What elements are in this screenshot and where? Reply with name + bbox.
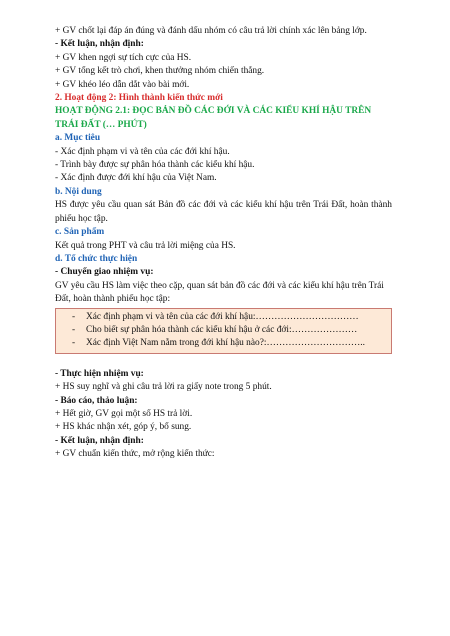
text-line: + HS khác nhận xét, góp ý, bổ sung.	[55, 422, 192, 433]
text-line: + Hết giờ, GV gọi một số HS trả lời.	[55, 408, 193, 419]
worksheet-item	[56, 337, 391, 350]
worksheet-box	[55, 308, 392, 354]
bullet-dash: -	[72, 324, 76, 335]
section-heading: - Kết luận, nhận định:	[55, 435, 144, 446]
to-chuc-heading: d. Tổ chức thực hiện	[55, 253, 138, 264]
text-line: Kết quả trong PHT và câu trả lời miệng của HS.	[55, 240, 236, 251]
activity-title: 2. Hoạt động 2: Hình thành kiến thức mới	[55, 93, 223, 104]
section-heading: - Thực hiện nhiệm vụ:	[55, 368, 144, 379]
text-line: + HS suy nghĩ và ghi câu trả lời ra giấy note trong 5 phút.	[55, 382, 272, 393]
worksheet-item-text: Xác định phạm vi và tên của các đới khí hậu:……………………………	[86, 311, 359, 322]
text-line: + GV khen ngợi sự tích cực của HS.	[55, 52, 192, 63]
text-line: - Trình bày được sự phân hóa thành các kiểu khí hậu.	[55, 160, 255, 171]
bullet-dash: -	[72, 311, 76, 322]
worksheet-item-text: Xác định Việt Nam nằm trong đới khí hậu nào?:…………………………..	[86, 338, 365, 349]
san-pham-heading: c. Sản phẩm	[55, 227, 105, 238]
text-line: + GV chuẩn kiến thức, mở rộng kiến thức:	[55, 449, 215, 460]
text-line: - Xác định được đới khí hậu của Việt Nam.	[55, 173, 217, 184]
activity-sub-title: HOẠT ĐỘNG 2.1: ĐỌC BẢN ĐỒ CÁC ĐỚI VÀ CÁC KIỂU KHÍ HẬU TRÊN TRÁI ĐẤT (… PHÚT)	[55, 106, 372, 130]
text-line: + GV tổng kết trò chơi, khen thưởng nhóm chiến thắng.	[55, 66, 265, 77]
paragraph: GV yêu cầu HS làm việc theo cặp, quan sát bản đồ các đới và các kiểu khí hậu trên Trái Đất, hoàn thành phiếu học tập:	[55, 280, 384, 305]
text-line: + GV chốt lại đáp án đúng và đánh dấu nhóm có câu trả lời chính xác lên bảng lớp.	[55, 26, 367, 36]
paragraph: HS được yêu cầu quan sát Bản đồ các đới và các kiểu khí hậu trên Trái Đất, hoàn thành phiếu học tập.	[55, 200, 392, 224]
worksheet-item	[56, 324, 391, 337]
worksheet-item	[56, 311, 391, 324]
section-heading: - Chuyển giao nhiệm vụ:	[55, 267, 154, 278]
muc-tieu-heading: a. Mục tiêu	[55, 133, 101, 144]
noi-dung-heading: b. Nội dung	[55, 186, 102, 197]
worksheet-item-text: Cho biết sự phân hóa thành các kiểu khí hậu ở các đới:…………………	[86, 324, 358, 335]
text-line: - Xác định phạm vi và tên của các đới khí hậu.	[55, 146, 230, 157]
section-heading: - Kết luận, nhận định:	[55, 39, 144, 50]
text-line: + GV khéo léo dẫn dắt vào bài mới.	[55, 79, 190, 90]
spacer	[55, 354, 392, 368]
section-heading: - Báo cáo, thảo luận:	[55, 395, 138, 406]
bullet-dash: -	[72, 338, 76, 349]
